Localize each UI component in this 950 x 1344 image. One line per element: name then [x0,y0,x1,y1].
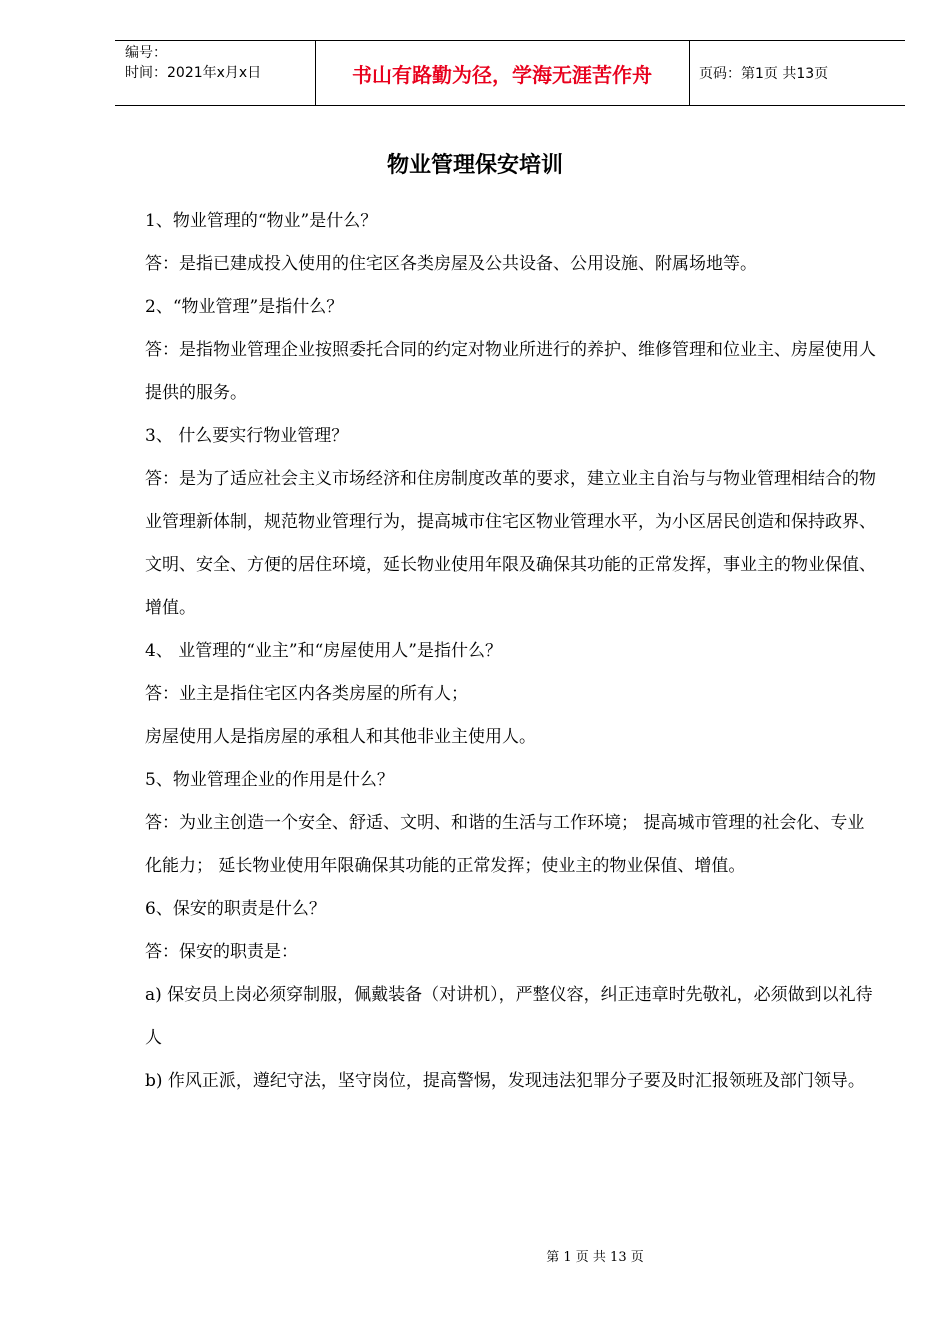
paragraph: 5、物业管理企业的作用是什么？ [145,770,394,790]
paragraph: a) 保安员上岗必须穿制服，佩戴装备（对讲机），严整仪容，纠正违章时先敬礼，必须做到以礼待人 [145,985,873,1048]
paragraph: 房屋使用人是指房屋的承租人和其他非业主使用人。 [145,727,536,747]
page-footer: 第 1 页 共 13 页 [546,1250,644,1265]
paragraph: 答：是指物业管理企业按照委托合同的约定对物业所进行的养护、维修管理和位业主、房屋使用人提供的服务。 [145,340,876,403]
paragraph: 4、 业管理的“业主”和“房屋使用人”是指什么？ [145,641,502,661]
paragraph: b) 作风正派，遵纪守法，坚守岗位，提高警惕，发现违法犯罪分子要及时汇报领班及部门领导。 [145,1071,865,1091]
document-header [115,40,905,106]
paragraph: 答：为业主创造一个安全、舒适、文明、和谐的生活与工作环境； 提高城市管理的社会化、专业化能力； 延长物业使用年限确保其功能的正常发挥；使业主的物业保值、增值。 [145,813,865,876]
header-meta [115,41,315,105]
paragraph: 答：业主是指住宅区内各类房屋的所有人； [145,684,468,704]
paragraph: 答：是指已建成投入使用的住宅区各类房屋及公共设备、公用设施、附属场地等。 [145,254,757,274]
paragraph: 2、“物业管理”是指什么？ [145,297,344,317]
serial-label: 编号： [125,45,167,61]
paragraph: 6、保安的职责是什么？ [145,899,326,919]
paragraph: 3、 什么要实行物业管理？ [145,426,349,446]
time-label: 时间：2021年x月x日 [125,65,262,81]
paragraph: 答：是为了适应社会主义市场经济和住房制度改革的要求，建立业主自治与与物业管理相结合的物业管理新体制，规范物业管理行为，提高城市住宅区物业管理水平，为小区居民创造和保持政界、文明、安全、方便的居住环境，延长物业使用年限及确保其功能的正常发挥，事业主的物业保值、增值。 [145,469,876,618]
header-page-info: 页码：第1页 共13页 [699,66,829,82]
document-body [145,200,880,1103]
paragraph: 1、物业管理的“物业”是什么？ [145,211,378,231]
header-motto: 书山有路勤为径，学海无涯苦作舟 [352,62,652,87]
paragraph: 答：保安的职责是： [145,942,298,962]
document-title: 物业管理保安培训 [386,152,563,178]
